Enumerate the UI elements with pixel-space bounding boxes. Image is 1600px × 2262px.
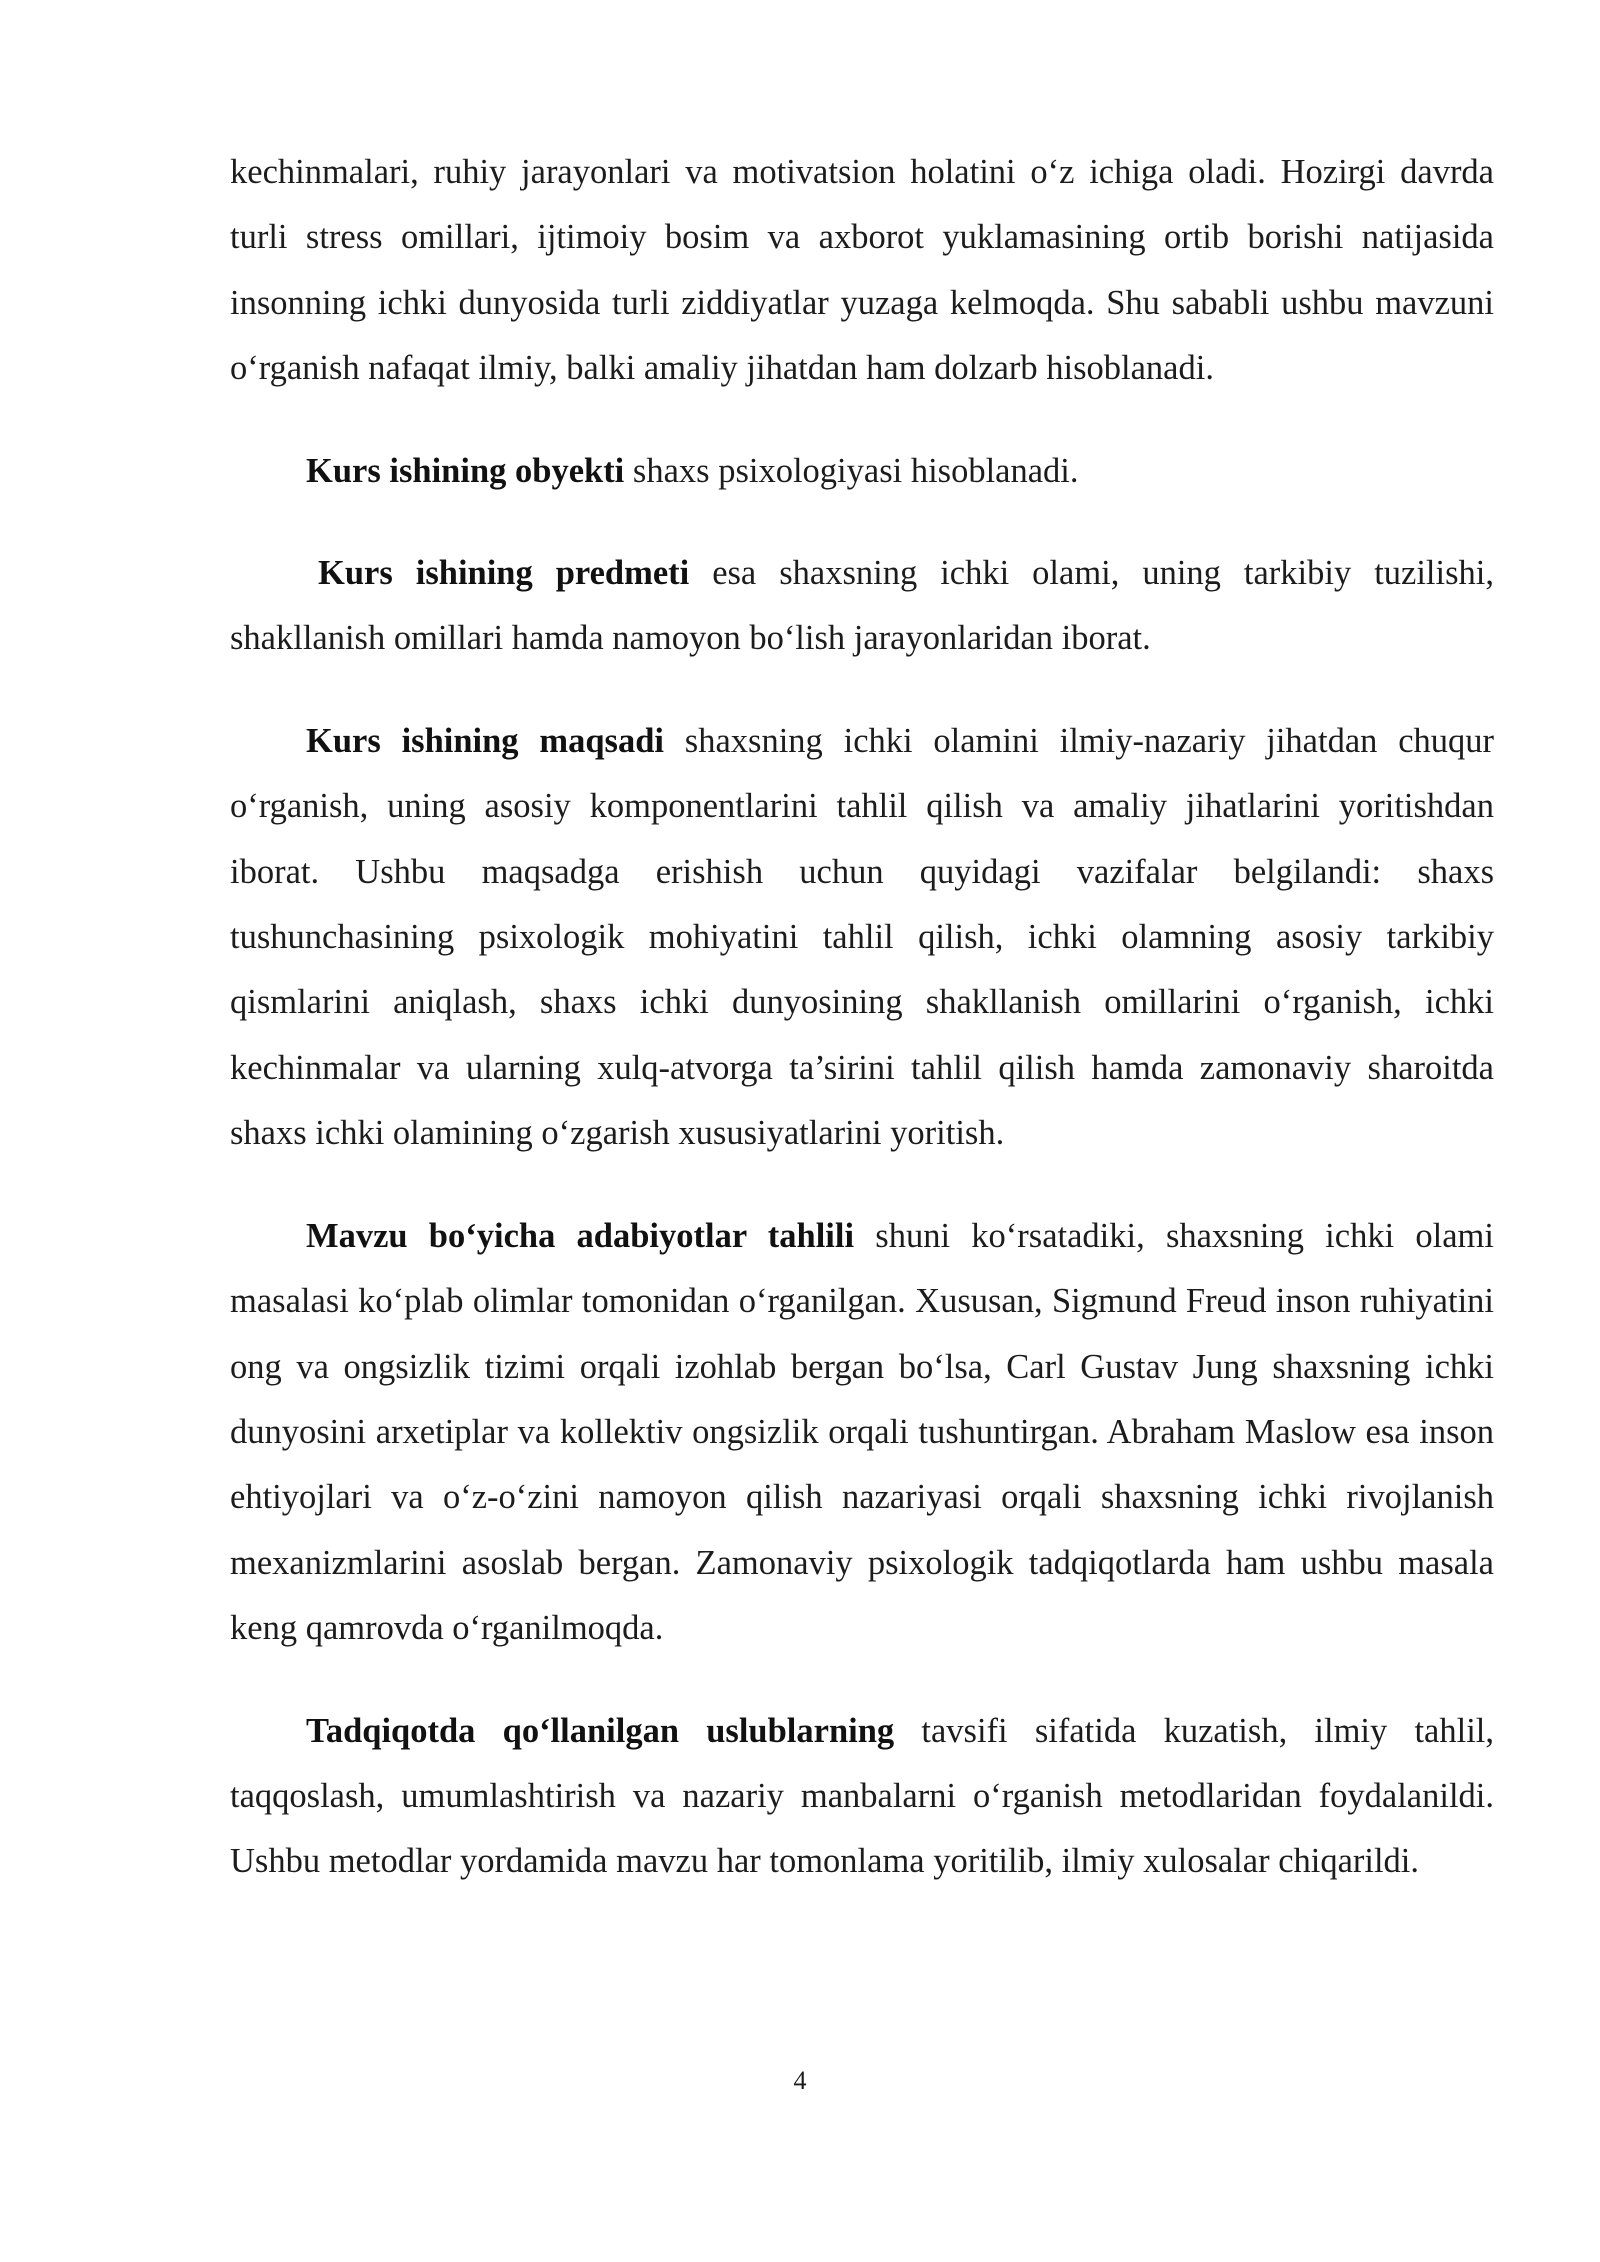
paragraph-text: shuni ko‘rsatadiki, shaxsning ichki olami masalasi ko‘plab olimlar tomonidan o‘rganilgan. Xususan, Sigmund Freud inson ruhiyatini ong va ongsizlik tizimi orqali izohlab bergan bo‘lsa, Carl Gustav Jung shaxsning ichki dunyosini arxetiplar va kollektiv ongsizlik orqali tushuntirgan. Abraham Maslow esa inson ehtiyojlari va o‘z-o‘zini namoyon qilish nazariyasi orqali shaxsning ichki rivojlanish mexanizmlarini asoslab bergan. Zamonaviy psixologik tadqiqotlarda ham ushbu masala keng qamrovda o‘rganilmoqda. <box>230 1216 1494 1648</box>
paragraph-research-subject <box>230 541 1494 672</box>
paragraph-term: Kurs ishining obyekti <box>306 451 625 490</box>
paragraph-term: Tadqiqotda qo‘llanilgan uslublarning <box>306 1711 895 1750</box>
paragraph-text: shaxsning ichki olamini ilmiy-nazariy jihatdan chuqur o‘rganish, uning asosiy komponentlarini tahlil qilish va amaliy jihatlarini yoritishdan iborat. Ushbu maqsadga erishish uchun quyidagi vazifalar belgilandi: shaxs tushunchasining psixologik mohiyatini tahlil qilish, ichki olamning asosiy tarkibiy qismlarini aniqlash, shaxs ichki dunyosining shakllanish omillarini o‘rganish, ichki kechinmalar va ularning xulq-atvorga ta’sirini tahlil qilish hamda zamonaviy sharoitda shaxs ichki olamining o‘zgarish xususiyatlarini yoritish. <box>230 721 1494 1153</box>
paragraph-text: shaxs psixologiyasi hisoblanadi. <box>624 451 1079 490</box>
paragraph-term: Kurs ishining predmeti <box>318 554 690 593</box>
paragraph-text: kechinmalari, ruhiy jarayonlari va motivatsion holatini o‘z ichiga oladi. Hozirgi davrda turli stress omillari, ijtimoiy bosim va axborot yuklamasining ortib borishi natijasida insonning ichki dunyosida turli ziddiyatlar yuzaga kelmoqda. Shu sababli ushbu mavzuni o‘rganish nafaqat ilmiy, balki amaliy jihatdan ham dolzarb hisoblanadi. <box>230 153 1494 388</box>
paragraph-research-goal <box>230 709 1494 1167</box>
paragraph-research-methods <box>230 1699 1494 1895</box>
paragraph-research-object <box>230 439 1494 504</box>
paragraph-text: esa shaxsning ichki olami, uning tarkibiy tuzilishi, shakllanish omillari hamda namoyon bo‘lish jarayonlaridan iborat. <box>230 554 1494 658</box>
paragraph-literature-review <box>230 1204 1494 1662</box>
page-number: 4 <box>793 2066 807 2095</box>
paragraph-term: Mavzu bo‘yicha adabiyotlar tahlili <box>306 1216 855 1255</box>
paragraph-term: Kurs ishining maqsadi <box>306 721 664 760</box>
paragraph-text: tavsifi sifatida kuzatish, ilmiy tahlil, taqqoslash, umumlashtirish va nazariy manbalarni o‘rganish metodlaridan foydalanildi. Ushbu metodlar yordamida mavzu har tomonlama yoritilib, ilmiy xulosalar chiqarildi. <box>230 1711 1494 1881</box>
page-body <box>230 140 1494 1895</box>
paragraph-intro-continuation <box>230 140 1494 402</box>
